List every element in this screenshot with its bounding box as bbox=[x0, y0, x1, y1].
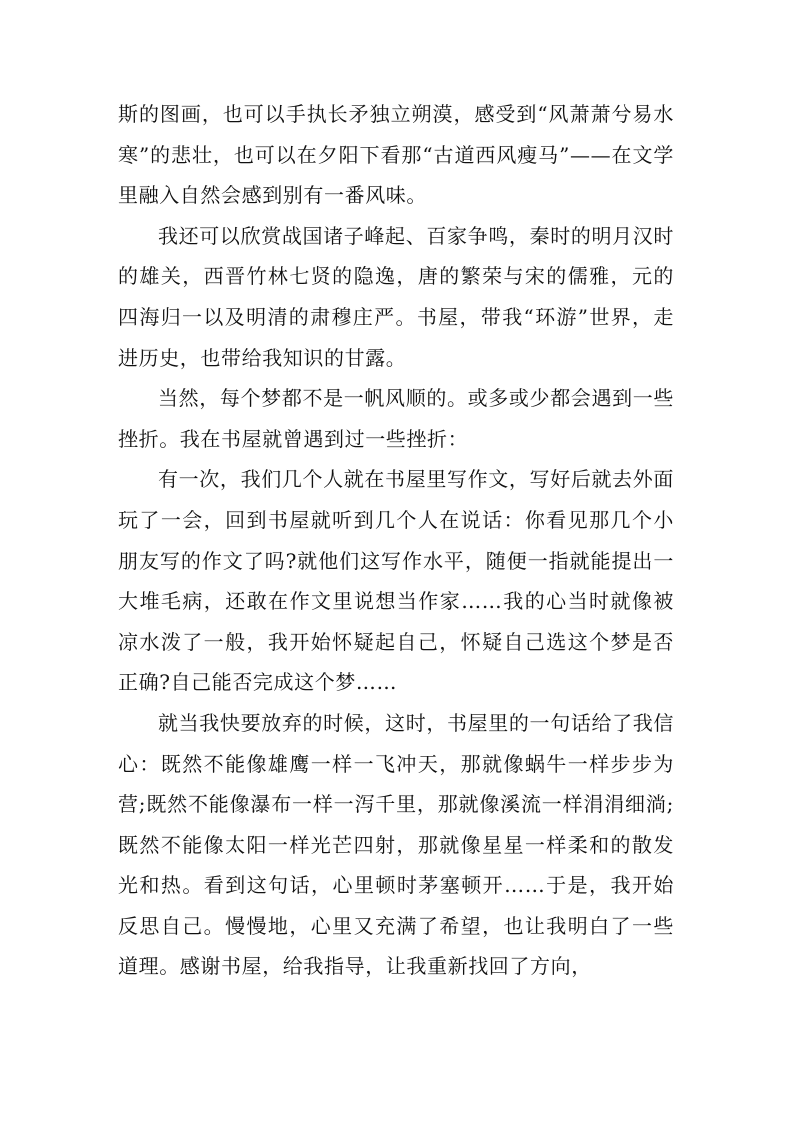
paragraph-continuation: 斯的图画，也可以手执长矛独立朔漠，感受到“风萧萧兮易水寒”的悲壮，也可以在夕阳下看那“古道西风瘦马”——在文学里融入自然会感到别有一番风味。 bbox=[118, 102, 674, 208]
paragraph: 当然，每个梦都不是一帆风顺的。或多或少都会遇到一些挫折。我在书屋就曾遇到过一些挫折： bbox=[118, 386, 674, 451]
paragraph: 就当我快要放弃的时候，这时，书屋里的一句话给了我信心：既然不能像雄鹰一样一飞冲天，那就像蜗牛一样步步为营;既然不能像瀑布一样一泻千里，那就像溪流一样涓涓细淌;既然不能像太阳一样光芒四射，那就像星星一样柔和的散发光和热。看到这句话，心里顿时茅塞顿开……于是，我开始反思自己。慢慢地，心里又充满了希望，也让我明白了一些道理。感谢书屋，给我指导，让我重新找回了方向， bbox=[118, 710, 674, 979]
paragraph: 我还可以欣赏战国诸子峰起、百家争鸣，秦时的明月汉时的雄关，西晋竹林七贤的隐逸，唐的繁荣与宋的儒雅，元的四海归一以及明清的肃穆庄严。书屋，带我“环游”世界，走进历史，也带给我知识的甘露。 bbox=[118, 223, 674, 370]
paragraph: 有一次，我们几个人就在书屋里写作文，写好后就去外面玩了一会，回到书屋就听到几个人在说话：你看见那几个小朋友写的作文了吗?就他们这写作水平，随便一指就能提出一大堆毛病，还敢在作文里说想当作家……我的心当时就像被凉水泼了一般，我开始怀疑起自己，怀疑自己选这个梦是否正确?自己能否完成这个梦…… bbox=[118, 467, 674, 695]
document-body bbox=[118, 94, 674, 987]
